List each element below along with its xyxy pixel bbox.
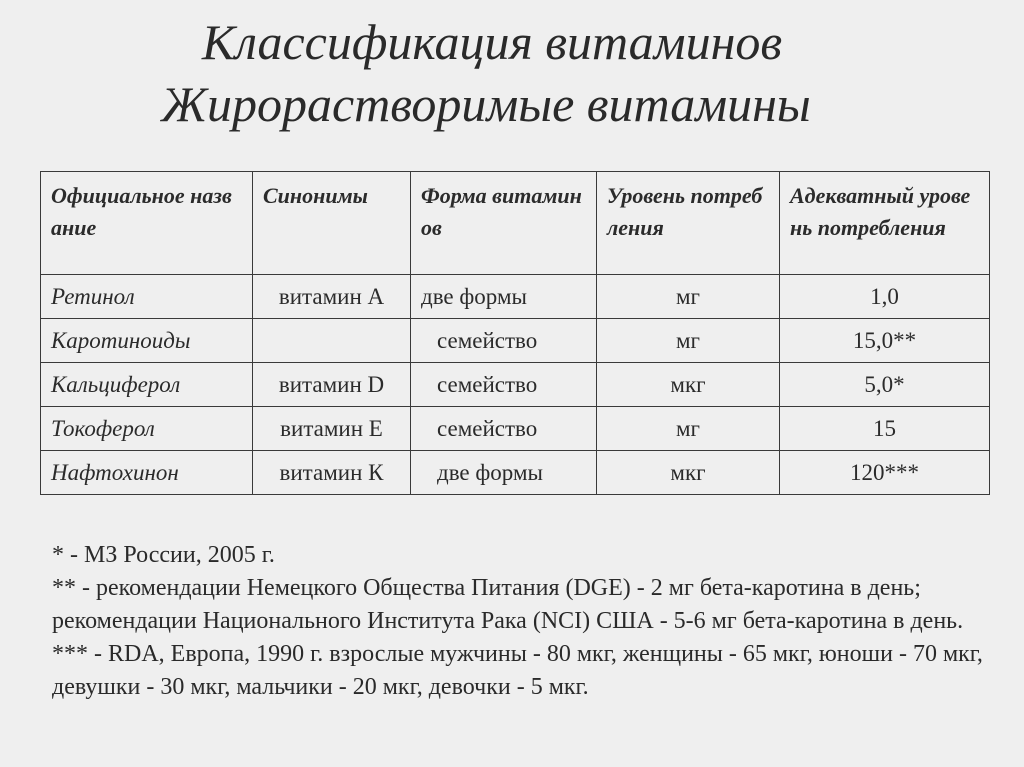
cell-name: Кальциферол [41, 363, 253, 407]
cell-form: две формы [411, 275, 597, 319]
header-synonyms: Синонимы [253, 172, 411, 275]
cell-unit: мг [597, 275, 780, 319]
cell-synonym: витамин К [253, 451, 411, 495]
cell-unit: мкг [597, 451, 780, 495]
cell-name: Каротиноиды [41, 319, 253, 363]
cell-synonym: витамин D [253, 363, 411, 407]
table-header-row [41, 172, 990, 275]
cell-unit: мг [597, 407, 780, 451]
table-row [41, 407, 990, 451]
table-row [41, 319, 990, 363]
cell-name: Токоферол [41, 407, 253, 451]
cell-synonym: витамин Е [253, 407, 411, 451]
cell-name: Нафтохинон [41, 451, 253, 495]
cell-adequate: 120*** [780, 451, 990, 495]
header-intake-level: Уровень потребления [597, 172, 780, 275]
cell-name: Ретинол [41, 275, 253, 319]
cell-adequate: 15,0** [780, 319, 990, 363]
header-adequate-level: Адекватный уровень потребления [780, 172, 990, 275]
cell-unit: мг [597, 319, 780, 363]
page-subtitle: Жирорастворимые витамины [161, 76, 811, 132]
cell-form: две формы [411, 451, 597, 495]
vitamins-table [40, 171, 990, 495]
cell-form: семейство [411, 363, 597, 407]
table-row [41, 451, 990, 495]
cell-adequate: 15 [780, 407, 990, 451]
header-vitamin-form: Форма витаминов [411, 172, 597, 275]
cell-form: семейство [411, 319, 597, 363]
cell-unit: мкг [597, 363, 780, 407]
cell-adequate: 1,0 [780, 275, 990, 319]
footnote-2: ** - рекомендации Немецкого Общества Питания (DGE) - 2 мг бета-каротина в день; рекомендации Национального Института Рака (NCI) США - 5-6 мг бета-каротина в день. [52, 575, 964, 634]
table-row [41, 363, 990, 407]
table-row [41, 275, 990, 319]
cell-form: семейство [411, 407, 597, 451]
cell-synonym [253, 319, 411, 363]
cell-adequate: 5,0* [780, 363, 990, 407]
footnote-1: * - МЗ России, 2005 г. [52, 542, 275, 568]
header-official-name: Официальное название [41, 172, 253, 275]
page-title: Классификация витаминов [201, 14, 783, 70]
cell-synonym: витамин А [253, 275, 411, 319]
footnotes [52, 539, 1012, 704]
footnote-3: *** - RDA, Европа, 1990 г. взрослые мужчины - 80 мкг, женщины - 65 мкг, юноши - 70 мкг, девушки - 30 мкг, мальчики - 20 мкг, девочки - 5 мкг. [52, 641, 983, 700]
